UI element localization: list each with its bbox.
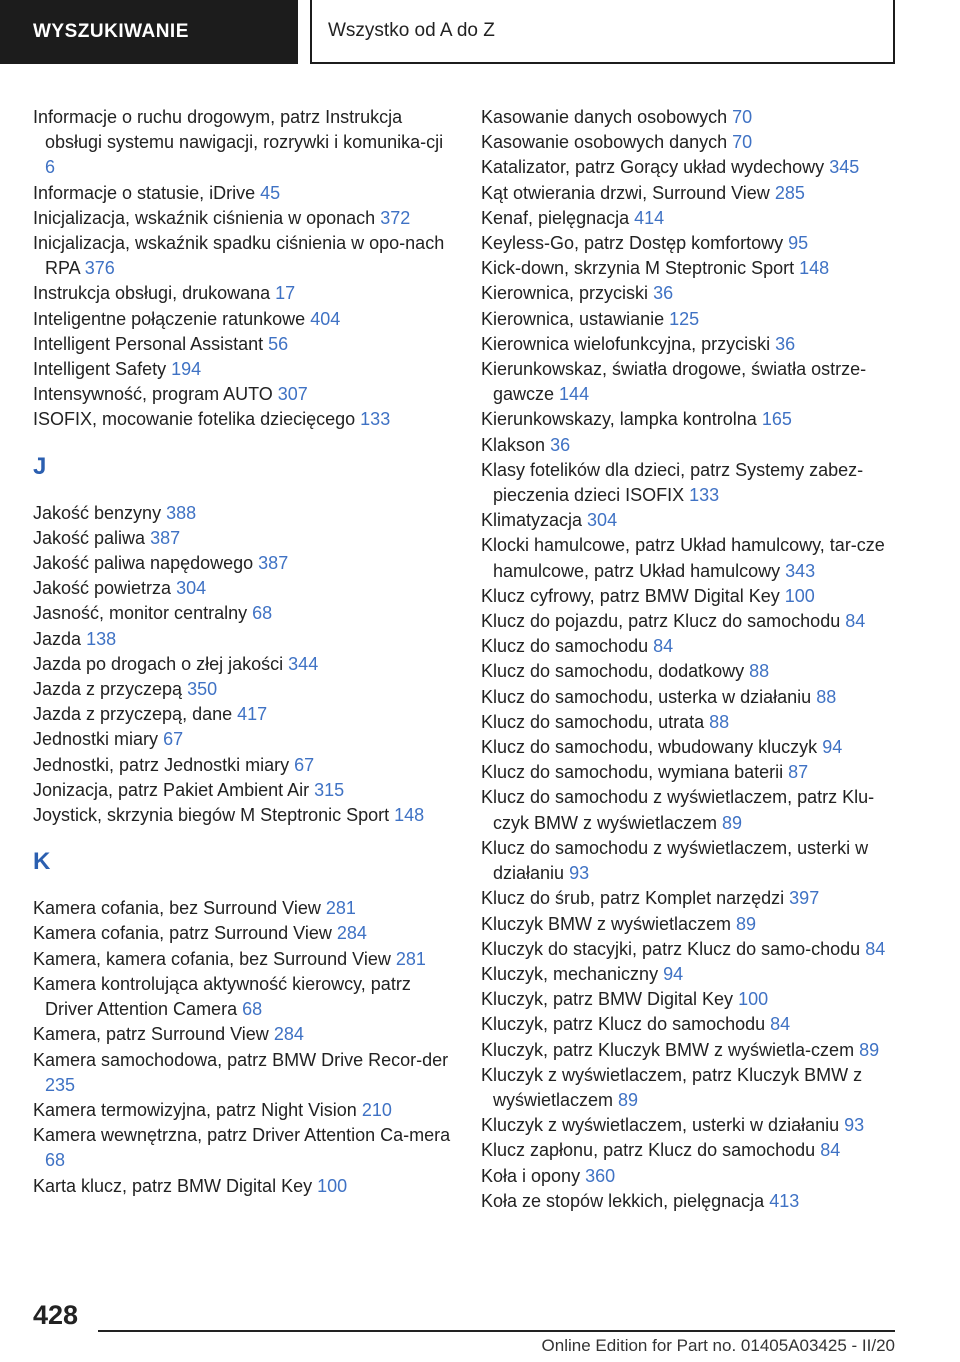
index-entry xyxy=(481,659,901,684)
page-reference-link[interactable]: 94 xyxy=(822,737,843,758)
edition-note: Online Edition for Part no. 01405A03425 - II/20 xyxy=(541,1336,895,1355)
index-entry xyxy=(481,634,901,659)
page-reference-link[interactable]: 84 xyxy=(770,1014,791,1035)
page-reference-link[interactable]: 70 xyxy=(732,132,753,153)
index-entry-text: Karta klucz, patrz BMW Digital Key xyxy=(33,1175,313,1196)
page-reference-link[interactable]: 95 xyxy=(788,233,809,254)
index-entry xyxy=(481,105,901,130)
page-reference-link[interactable]: 281 xyxy=(325,898,356,919)
index-entry-text: ISOFIX, mocowanie fotelika dziecięcego xyxy=(33,409,356,430)
index-entry-text: Klucz do śrub, patrz Komplet narzędzi xyxy=(481,888,785,909)
index-entry xyxy=(33,652,453,677)
page-reference-link[interactable]: 17 xyxy=(275,283,296,304)
index-entry-text: Klasy fotelików dla dzieci, patrz Systemy zabez-pieczenia dzieci ISOFIX xyxy=(481,459,864,506)
index-entry-text: Klakson xyxy=(481,434,546,455)
index-entry-text: Klimatyzacja xyxy=(481,510,583,531)
page-reference-link[interactable]: 93 xyxy=(844,1115,865,1136)
index-entry xyxy=(33,1098,453,1123)
page-reference-link[interactable]: 89 xyxy=(722,812,743,833)
index-entry-text: Klucz cyfrowy, patrz BMW Digital Key xyxy=(481,585,780,606)
page-reference-link[interactable]: 84 xyxy=(845,611,866,632)
index-entry-text: Jakość paliwa napędowego xyxy=(33,553,254,574)
index-entry-text: Kierunkowskazy, lampka kontrolna xyxy=(481,409,757,430)
page-reference-link[interactable]: 138 xyxy=(86,628,117,649)
index-entry xyxy=(481,307,901,332)
page-reference-link[interactable]: 67 xyxy=(163,729,184,750)
index-entry-text: Jednostki, patrz Jednostki miary xyxy=(33,754,290,775)
index-entry-text: Instrukcja obsługi, drukowana xyxy=(33,283,271,304)
index-entry-text: Intelligent Safety xyxy=(33,359,167,380)
index-entry xyxy=(33,1174,453,1199)
index-entry xyxy=(481,231,901,256)
index-entry-text: Kluczyk z wyświetlaczem, patrz Kluczyk BMW z wyświetlaczem xyxy=(481,1064,863,1110)
page-reference-link[interactable]: 56 xyxy=(268,333,289,354)
page-reference-link[interactable]: 210 xyxy=(361,1099,392,1120)
index-entry xyxy=(33,778,453,803)
index-entry-text: Kąt otwierania drzwi, Surround View xyxy=(481,182,770,203)
page-reference-link[interactable]: 70 xyxy=(732,107,753,127)
index-entry xyxy=(33,896,453,921)
page-reference-link[interactable]: 36 xyxy=(775,333,796,354)
index-entry xyxy=(33,105,453,181)
index-entry-text: Inicjalizacja, wskaźnik ciśnienia w oponach xyxy=(33,207,376,228)
page-reference-link[interactable]: 387 xyxy=(150,527,181,548)
index-entry-text: Jakość benzyny xyxy=(33,502,162,523)
index-entry-text: Kluczyk z wyświetlaczem, usterki w działaniu xyxy=(481,1115,840,1136)
index-entry xyxy=(481,458,901,508)
index-column-right xyxy=(481,105,901,1214)
page-reference-link[interactable]: 88 xyxy=(749,661,770,682)
index-entry xyxy=(33,677,453,702)
index-entry xyxy=(33,501,453,526)
page-reference-link[interactable]: 307 xyxy=(277,384,308,405)
index-entry-text: Klucz do samochodu z wyświetlaczem, patrz Klu-czyk BMW z wyświetlaczem xyxy=(481,787,875,833)
index-entry xyxy=(481,735,901,760)
page-reference-link[interactable]: 68 xyxy=(242,999,263,1020)
index-entry-text: Kamera cofania, bez Surround View xyxy=(33,898,321,919)
index-entry xyxy=(481,256,901,281)
index-entry xyxy=(33,526,453,551)
index-entry-text: Informacje o ruchu drogowym, patrz Instrukcja obsługi systemu nawigacji, rozrywki i komunika-cji xyxy=(33,107,444,153)
index-entry xyxy=(481,130,901,155)
page-reference-link[interactable]: 100 xyxy=(317,1175,348,1196)
index-entry-text: Klucz do samochodu, utrata xyxy=(481,711,705,732)
page-reference-link[interactable]: 36 xyxy=(550,434,571,455)
index-entry xyxy=(481,1038,901,1063)
index-entry-text: Kluczyk BMW z wyświetlaczem xyxy=(481,913,732,934)
index-entry xyxy=(481,332,901,357)
page-number: 428 xyxy=(33,1300,79,1330)
index-entry xyxy=(33,972,453,1022)
page-reference-link[interactable]: 148 xyxy=(394,805,425,826)
index-entry-text: Joystick, skrzynia biegów M Steptronic Sport xyxy=(33,805,390,826)
index-entry xyxy=(481,1164,901,1189)
index-entry-text: Kierownica, przyciski xyxy=(481,283,649,304)
page-reference-link[interactable]: 133 xyxy=(689,485,720,506)
index-entry xyxy=(481,1138,901,1163)
index-entry-text: Inicjalizacja, wskaźnik spadku ciśnienia w opo-nach RPA xyxy=(33,233,445,279)
page-reference-link[interactable]: 372 xyxy=(380,207,411,228)
page-reference-link[interactable]: 6 xyxy=(45,157,56,178)
index-entry xyxy=(481,685,901,710)
page-reference-link[interactable]: 350 xyxy=(187,679,218,700)
page-reference-link[interactable]: 133 xyxy=(360,409,391,430)
page-reference-link[interactable]: 413 xyxy=(769,1190,800,1211)
index-entry xyxy=(33,551,453,576)
index-entry-text: Kick-down, skrzynia M Steptronic Sport xyxy=(481,258,795,279)
page-reference-link[interactable]: 93 xyxy=(569,863,590,884)
index-entry xyxy=(481,1063,901,1113)
index-entry-text: Kenaf, pielęgnacja xyxy=(481,207,630,228)
index-entry-text: Kamera cofania, patrz Surround View xyxy=(33,923,332,944)
page-reference-link[interactable]: 284 xyxy=(273,1024,304,1045)
page-reference-link[interactable]: 36 xyxy=(653,283,674,304)
page-reference-link[interactable]: 165 xyxy=(761,409,792,430)
index-entry xyxy=(33,1022,453,1047)
index-entry xyxy=(481,710,901,735)
page-reference-link[interactable]: 148 xyxy=(799,258,830,279)
page-reference-link[interactable]: 315 xyxy=(314,779,345,800)
page-reference-link[interactable]: 84 xyxy=(653,636,674,657)
index-entry-text: Klucz do samochodu xyxy=(481,636,649,657)
index-entry xyxy=(481,181,901,206)
page-reference-link[interactable]: 397 xyxy=(789,888,820,909)
index-entry xyxy=(481,281,901,306)
page-reference-link[interactable]: 285 xyxy=(774,182,805,203)
index-entry-text: Inteligentne połączenie ratunkowe xyxy=(33,308,306,329)
footer-divider xyxy=(98,1330,895,1332)
page-reference-link[interactable]: 388 xyxy=(166,502,197,523)
index-entry-text: Kluczyk do stacyjki, patrz Klucz do samo-chodu xyxy=(481,938,861,959)
index-entry-text: Kluczyk, patrz Kluczyk BMW z wyświetla-czem xyxy=(481,1039,855,1060)
index-entry xyxy=(33,357,453,382)
page-reference-link[interactable]: 67 xyxy=(294,754,315,775)
index-entry xyxy=(481,912,901,937)
page-reference-link[interactable]: 100 xyxy=(738,989,769,1010)
index-entry xyxy=(481,760,901,785)
index-entry-text: Kamera, kamera cofania, bez Surround View xyxy=(33,948,391,969)
index-entry xyxy=(33,231,453,281)
index-entry xyxy=(33,803,453,828)
page-reference-link[interactable]: 304 xyxy=(587,510,618,531)
page-reference-link[interactable]: 84 xyxy=(820,1140,841,1161)
index-entry-text: Klucz do samochodu, wymiana baterii xyxy=(481,762,784,783)
page-reference-link[interactable]: 88 xyxy=(816,686,837,707)
index-entry-text: Kamera, patrz Surround View xyxy=(33,1024,269,1045)
index-entry xyxy=(481,785,901,835)
index-entry-text: Jakość paliwa xyxy=(33,527,146,548)
index-entry xyxy=(481,407,901,432)
index-entry xyxy=(481,206,901,231)
index-entry-text: Kasowanie danych osobowych xyxy=(481,107,728,127)
page-reference-link[interactable]: 45 xyxy=(260,182,281,203)
page-reference-link[interactable]: 376 xyxy=(84,258,115,279)
page-reference-link[interactable]: 360 xyxy=(585,1165,616,1186)
index-entry xyxy=(481,836,901,886)
index-entry-text: Kluczyk, patrz BMW Digital Key xyxy=(481,989,734,1010)
index-entry xyxy=(481,886,901,911)
index-entry-text: Kluczyk, mechaniczny xyxy=(481,963,659,984)
page-reference-link[interactable]: 89 xyxy=(618,1089,639,1110)
index-entry-text: Kluczyk, patrz Klucz do samochodu xyxy=(481,1014,766,1035)
page-reference-link[interactable]: 345 xyxy=(829,157,860,178)
index-entry xyxy=(33,727,453,752)
index-entry xyxy=(33,702,453,727)
section-tab[interactable]: WYSZUKIWANIE xyxy=(0,0,298,64)
index-entry-text: Keyless-Go, patrz Dostęp komfortowy xyxy=(481,233,784,254)
index-entry xyxy=(481,962,901,987)
page-reference-link[interactable]: 89 xyxy=(859,1039,880,1060)
index-entry-text: Informacje o statusie, iDrive xyxy=(33,182,256,203)
index-entry-text: Kierownica, ustawianie xyxy=(481,308,665,329)
index-entry-text: Klucz do samochodu, wbudowany kluczyk xyxy=(481,737,818,758)
index-entry-text: Intensywność, program AUTO xyxy=(33,384,273,405)
index-entry-text: Jazda xyxy=(33,628,82,649)
page-reference-link[interactable]: 68 xyxy=(252,603,273,624)
index-entry-text: Klocki hamulcowe, patrz Układ hamulcowy, tar-cze hamulcowe, patrz Układ hamulcowy xyxy=(481,535,885,581)
index-entry-text: Klucz zapłonu, patrz Klucz do samochodu xyxy=(481,1140,816,1161)
index-entry xyxy=(481,609,901,634)
page-reference-link[interactable]: 284 xyxy=(336,923,367,944)
page-reference-link[interactable]: 68 xyxy=(45,1150,66,1171)
index-entry-text: Klucz do samochodu, dodatkowy xyxy=(481,661,745,682)
index-entry xyxy=(33,1123,453,1173)
page-reference-link[interactable]: 100 xyxy=(784,585,815,606)
page-reference-link[interactable]: 414 xyxy=(634,207,665,228)
index-entry xyxy=(481,533,901,583)
index-entry-text: Kierunkowskaz, światła drogowe, światła ostrze-gawcze xyxy=(481,359,867,405)
index-entry-text: Katalizator, patrz Gorący układ wydechowy xyxy=(481,157,825,178)
page-reference-link[interactable]: 343 xyxy=(785,560,816,581)
index-entry xyxy=(33,382,453,407)
index-entry-text: Jazda z przyczepą xyxy=(33,679,183,700)
index-entry xyxy=(33,181,453,206)
index-entry-text: Kamera kontrolująca aktywność kierowcy, patrz Driver Attention Camera xyxy=(33,973,411,1020)
index-entry xyxy=(481,937,901,962)
index-entry-text: Koła ze stopów lekkich, pielęgnacja xyxy=(481,1190,765,1211)
page-reference-link[interactable]: 387 xyxy=(258,553,289,574)
index-entry xyxy=(481,987,901,1012)
index-entry xyxy=(33,947,453,972)
index-entry xyxy=(33,1048,453,1098)
index-entry-text: Kamera samochodowa, patrz BMW Drive Recor-der xyxy=(33,1049,449,1070)
index-entry xyxy=(33,307,453,332)
index-entry xyxy=(33,627,453,652)
index-entry xyxy=(481,1012,901,1037)
index-entry xyxy=(33,407,453,432)
page-reference-link[interactable]: 194 xyxy=(171,359,202,380)
title-tab[interactable]: Wszystko od A do Z xyxy=(310,0,895,64)
page-reference-link[interactable]: 417 xyxy=(237,704,268,725)
index-entry-text: Koła i opony xyxy=(481,1165,581,1186)
index-column-left xyxy=(33,105,453,1199)
page-reference-link[interactable]: 404 xyxy=(310,308,341,329)
index-entry xyxy=(33,753,453,778)
index-entry xyxy=(481,433,901,458)
index-entry xyxy=(33,601,453,626)
index-entry xyxy=(33,281,453,306)
index-entry xyxy=(33,332,453,357)
index-entry-text: Klucz do samochodu, usterka w działaniu xyxy=(481,686,812,707)
index-entry xyxy=(481,1189,901,1214)
index-entry-text: Jakość powietrza xyxy=(33,578,172,599)
index-entry-text: Kamera wewnętrzna, patrz Driver Attention Ca-mera xyxy=(33,1125,451,1146)
page-reference-link[interactable]: 94 xyxy=(663,963,684,984)
page-reference-link[interactable]: 125 xyxy=(669,308,700,329)
page-reference-link[interactable]: 344 xyxy=(288,653,319,674)
index-entry xyxy=(33,576,453,601)
index-entry xyxy=(481,357,901,407)
page-reference-link[interactable]: 281 xyxy=(395,948,426,969)
index-entry xyxy=(481,155,901,180)
page-reference-link[interactable]: 87 xyxy=(788,762,809,783)
page-reference-link[interactable]: 89 xyxy=(736,913,757,934)
index-entry-text: Jazda z przyczepą, dane xyxy=(33,704,233,725)
index-entry-text: Klucz do pojazdu, patrz Klucz do samochodu xyxy=(481,611,841,632)
index-entry xyxy=(481,1113,901,1138)
index-entry-text: Jednostki miary xyxy=(33,729,159,750)
page-reference-link[interactable]: 304 xyxy=(176,578,207,599)
page-reference-link[interactable]: 235 xyxy=(45,1074,76,1095)
index-entry-text: Jazda po drogach o złej jakości xyxy=(33,653,284,674)
index-entry-text: Jasność, monitor centralny xyxy=(33,603,248,624)
index-entry xyxy=(481,584,901,609)
index-entry-text: Klucz do samochodu z wyświetlaczem, usterki w działaniu xyxy=(481,837,869,884)
index-entry xyxy=(481,508,901,533)
index-entry xyxy=(33,921,453,946)
index-entry-text: Kierownica wielofunkcyjna, przyciski xyxy=(481,333,771,354)
index-entry-text: Intelligent Personal Assistant xyxy=(33,333,264,354)
index-entry-text: Kasowanie osobowych danych xyxy=(481,132,728,153)
index-entry-text: Kamera termowizyjna, patrz Night Vision xyxy=(33,1099,357,1120)
index-entry xyxy=(33,206,453,231)
page-reference-link[interactable]: 144 xyxy=(559,384,590,405)
page-reference-link[interactable]: 88 xyxy=(709,711,730,732)
index-letter-heading: J xyxy=(33,452,47,480)
index-entry-text: Jonizacja, patrz Pakiet Ambient Air xyxy=(33,779,310,800)
index-letter-heading: K xyxy=(33,848,51,876)
header-tabs xyxy=(0,0,960,64)
page-reference-link[interactable]: 84 xyxy=(865,938,886,959)
